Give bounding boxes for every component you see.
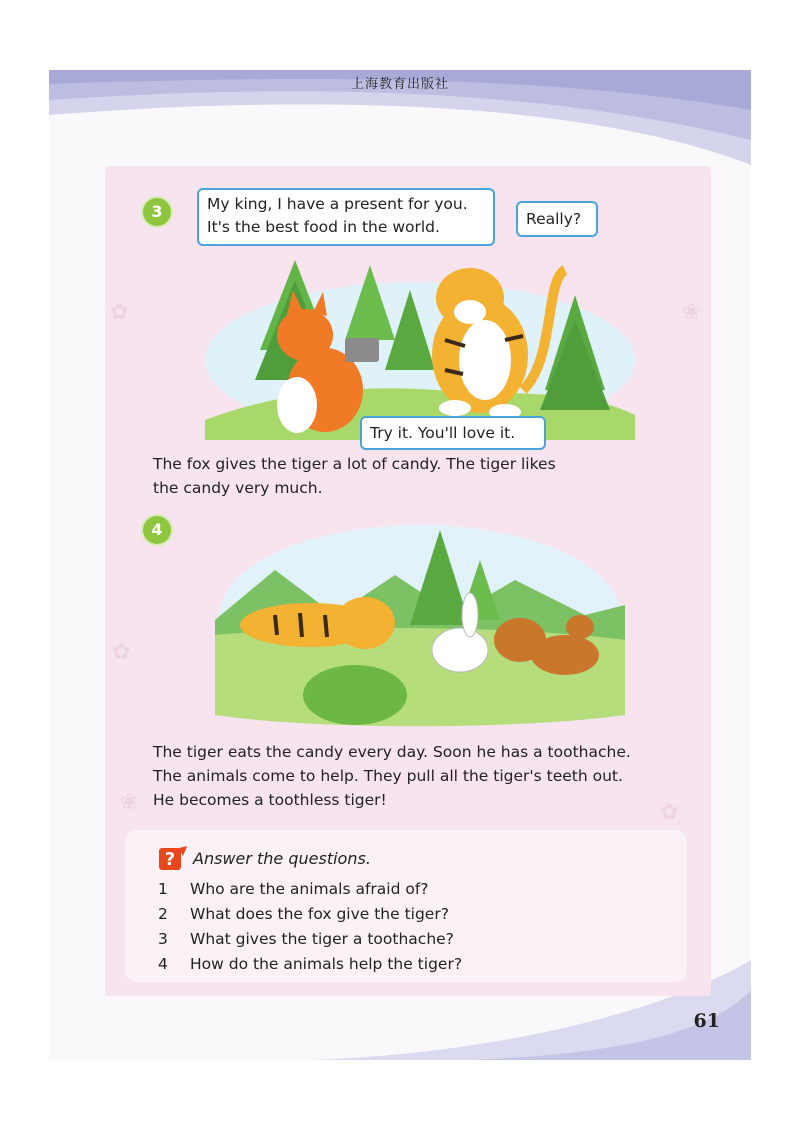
candy-decoration: ✿ (660, 800, 679, 825)
bubble-fox-line2: It's the best food in the world. (207, 218, 440, 236)
fox-tiger-illustration (205, 240, 635, 444)
story-line: The fox gives the tiger a lot of candy. The tiger likes (153, 455, 556, 473)
story-text-4 (153, 740, 631, 812)
story-text-3 (153, 452, 556, 500)
speech-bubble-fox-bottom: Try it. You'll love it. (360, 416, 546, 450)
step-badge-3: 3 (143, 198, 171, 226)
question-item (158, 930, 454, 948)
page-number: 61 (693, 1010, 720, 1032)
svg-text:?: ? (164, 849, 176, 870)
candy-decoration: ❀ (120, 790, 139, 815)
question-text: Who are the animals afraid of? (190, 880, 429, 898)
story-line: He becomes a toothless tiger! (153, 791, 387, 809)
question-text: What gives the tiger a toothache? (190, 930, 454, 948)
story-line: The animals come to help. They pull all the tiger's teeth out. (153, 767, 623, 785)
speech-bubble-fox (197, 188, 495, 246)
story-line: the candy very much. (153, 479, 323, 497)
question-mark-icon (159, 846, 187, 870)
story-line: The tiger eats the candy every day. Soon he has a toothache. (153, 743, 631, 761)
question-number: 3 (158, 930, 168, 948)
toothless-tiger-illustration (215, 515, 625, 734)
question-text: How do the animals help the tiger? (190, 955, 463, 973)
question-text: What does the fox give the tiger? (190, 905, 449, 923)
speech-bubble-tiger: Really? (516, 201, 598, 237)
candy-decoration: ❀ (682, 300, 701, 325)
candy-decoration: ✿ (110, 300, 129, 325)
publisher-name: 上海教育出版社 (350, 77, 449, 92)
bubble-fox-line1: My king, I have a present for you. (207, 195, 468, 213)
question-number: 4 (158, 955, 168, 973)
question-number: 2 (158, 905, 168, 923)
step-badge-4: 4 (143, 516, 171, 544)
question-item (158, 880, 429, 898)
questions-title: Answer the questions. (193, 849, 371, 868)
candy-decoration: ✿ (112, 640, 131, 665)
question-number: 1 (158, 880, 168, 898)
question-item (158, 955, 462, 973)
question-item (158, 905, 449, 923)
